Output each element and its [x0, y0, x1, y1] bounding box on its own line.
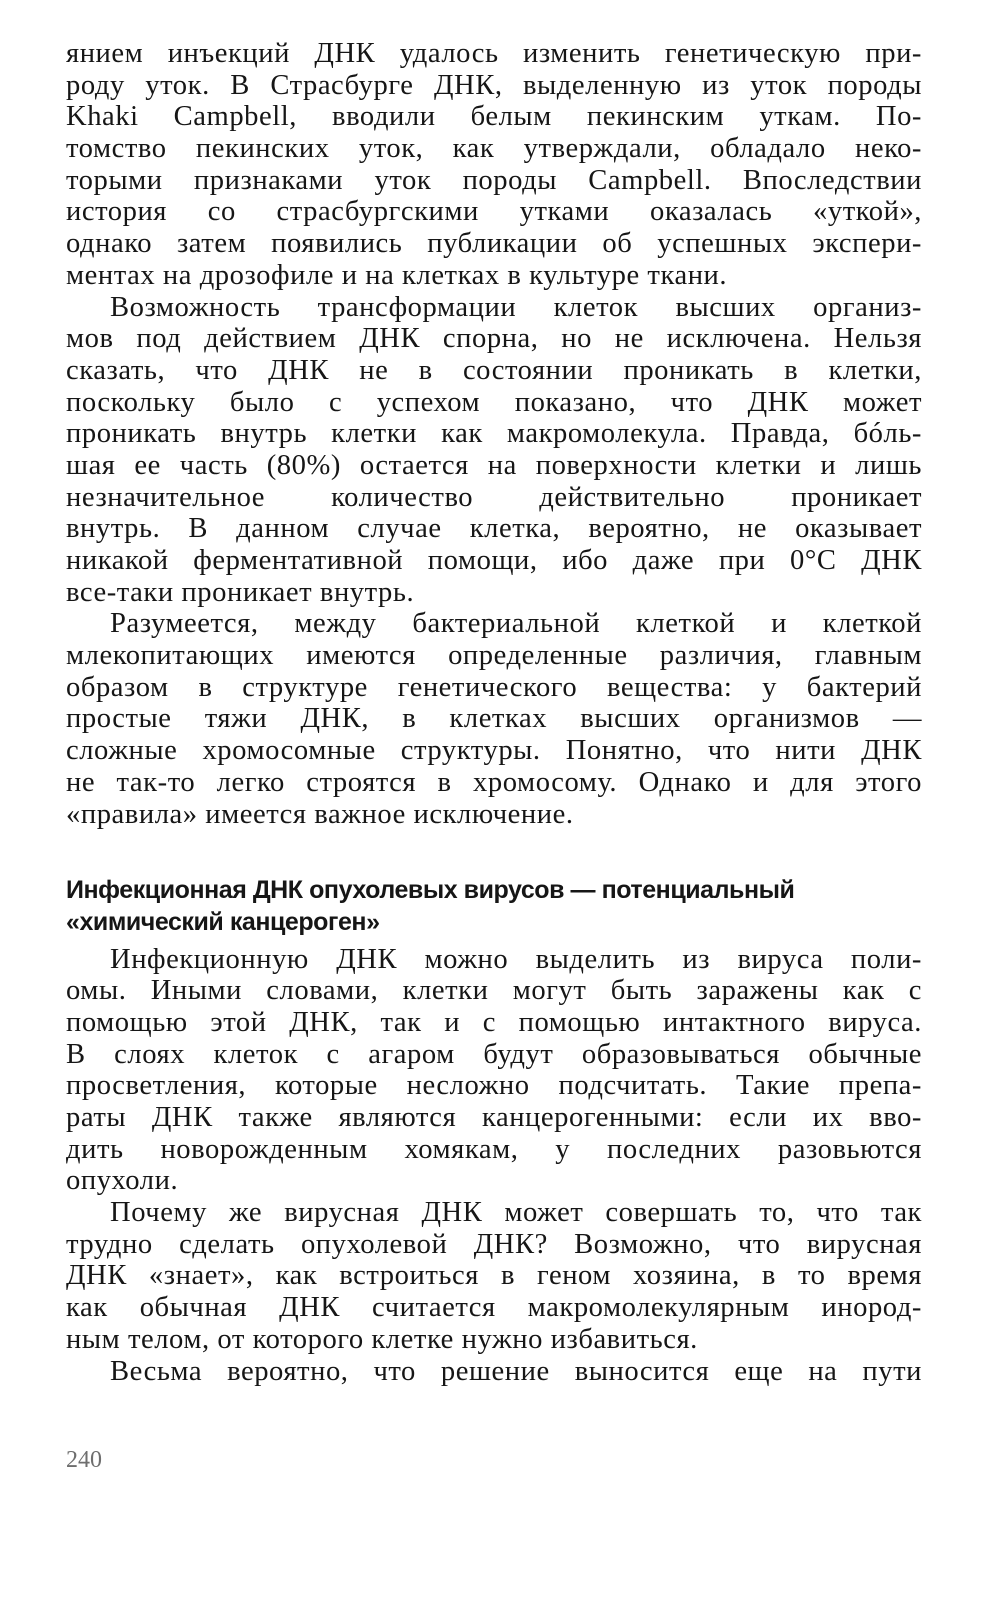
text-line: никакой ферментативной помощи, ибо даже при 0°С ДНК: [66, 545, 922, 576]
paragraph: [66, 1356, 922, 1388]
text-line: опухоли.: [66, 1165, 179, 1197]
section-heading: [66, 875, 922, 938]
body-text-top: [66, 38, 922, 830]
heading-line: Инфекционная ДНК опухолевых вирусов — потенциальный: [66, 876, 795, 905]
text-line: роду уток. В Страсбурге ДНК, выделенную из уток породы: [66, 69, 922, 101]
text-line: незначительное количество действительно проникает: [66, 481, 922, 513]
text-line: Khaki Campbell, вводили белым пекинским уткам. По-: [66, 101, 922, 133]
paragraph: [66, 944, 922, 1198]
text-line: помощью этой ДНК, так и с помощью интактного вируса.: [66, 1006, 922, 1038]
page-number: 240: [66, 1447, 102, 1473]
text-line: мов под действием ДНК спорна, но не исключена. Нельзя: [66, 323, 922, 355]
paragraph: [66, 38, 922, 292]
text-line: простые тяжи ДНК, в клетках высших организмов —: [66, 703, 922, 735]
text-line: поскольку было с успехом показано, что ДНК может: [66, 386, 922, 418]
paragraph: [66, 292, 922, 609]
text-line: омы. Иными словами, клетки могут быть заражены как с: [66, 975, 922, 1007]
paragraph: [66, 1197, 922, 1355]
text-line: янием инъекций ДНК удалось изменить генетическую при-: [66, 38, 922, 69]
text-line: дить новорожденным хомякам, у последних разовьются: [66, 1133, 922, 1165]
text-line: ментах на дрозофиле и на клетках в культуре ткани.: [66, 259, 728, 291]
text-line: Весьма вероятно, что решение выносится еще на пути: [110, 1355, 922, 1387]
text-line: В слоях клеток с агаром будут образовываться обычные: [66, 1038, 922, 1070]
body-text-bottom: [66, 944, 922, 1388]
text-line: томство пекинских уток, как утверждали, обладало неко-: [66, 133, 922, 165]
text-line: торыми признаками уток породы Campbell. Впоследствии: [66, 164, 922, 196]
text-line: млекопитающих имеются определенные различия, главным: [66, 640, 922, 672]
text-line: все-таки проникает внутрь.: [66, 576, 415, 608]
text-line: ным телом, от которого клетке нужно избавиться.: [66, 1323, 698, 1355]
heading-line: «химический канцероген»: [66, 907, 380, 936]
text-line: Разумеется, между бактериальной клеткой и клеткой: [110, 608, 922, 640]
text-line: внутрь. В данном случае клетка, вероятно, не оказывает: [66, 513, 922, 545]
text-line: как обычная ДНК считается макромолекулярным инород-: [66, 1292, 922, 1324]
text-line: трудно сделать опухолевой ДНК? Возможно, что вирусная: [66, 1228, 922, 1260]
text-line: образом в структуре генетического вещества: у бактерий: [66, 671, 922, 703]
text-line: проникать внутрь клетки как макромолекула. Правда, бóль-: [66, 418, 922, 450]
paragraph: [66, 608, 922, 830]
text-line: однако затем появились публикации об успешных экспери-: [66, 228, 922, 260]
text-line: Почему же вирусная ДНК может совершать то, что так: [110, 1197, 922, 1229]
text-line: «правила» имеется важное исключение.: [66, 798, 574, 830]
text-line: сказать, что ДНК не в состоянии проникать в клетки,: [66, 354, 922, 386]
text-line: раты ДНК также являются канцерогенными: если их вво-: [66, 1102, 922, 1133]
text-line: ДНК «знает», как встроиться в геном хозяина, в то время: [66, 1260, 922, 1292]
text-line: Инфекционную ДНК можно выделить из вируса поли-: [110, 943, 922, 975]
text-line: не так-то легко строятся в хромосому. Однако и для этого: [66, 766, 922, 798]
book-page: [66, 38, 922, 1387]
text-line: история со страсбургскими утками оказалась «уткой»,: [66, 196, 922, 228]
text-line: сложные хромосомные структуры. Понятно, что нити ДНК: [66, 735, 922, 767]
text-line: просветления, которые несложно подсчитать. Такие препа-: [66, 1070, 922, 1102]
text-line: шая ее часть (80%) остается на поверхности клетки и лишь: [66, 449, 922, 481]
text-line: Возможность трансформации клеток высших организ-: [110, 291, 922, 323]
